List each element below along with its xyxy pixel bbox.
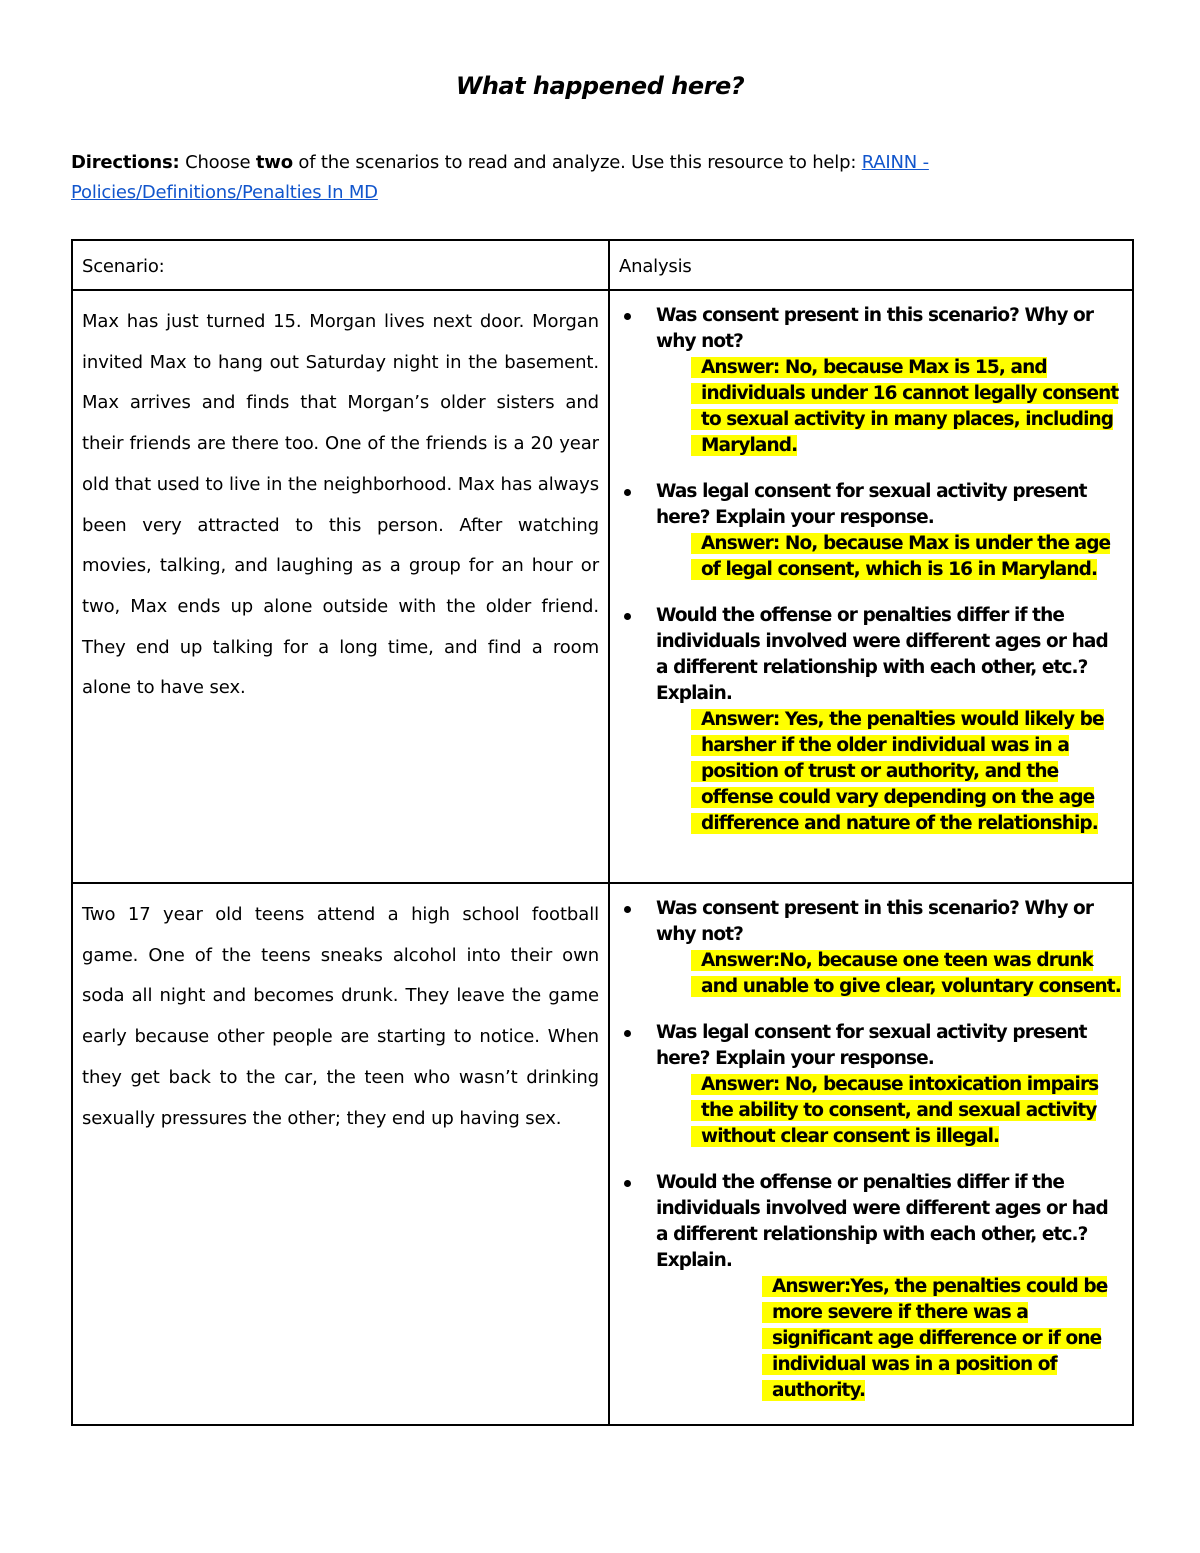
- answer-text: Answer: No, because Max is under the age of legal consent, which is 16 in Maryland.: [691, 533, 1110, 580]
- analysis-cell: [610, 884, 1132, 1404]
- question-text: Would the offense or penalties differ if the individuals involved were different ages or had a different relationship with each other, etc.? Explain.: [656, 1172, 1108, 1271]
- answer-item: [620, 1274, 1122, 1404]
- answer-text: Answer:Yes, the penalties could be more severe if there was a significant age difference or if one individual was in a position of authority.: [762, 1276, 1107, 1401]
- table-row: [72, 883, 1133, 1425]
- answer-item: [620, 531, 1122, 583]
- analysis-cell: [610, 291, 1132, 837]
- answer-text: Answer: No, because Max is 15, and individuals under 16 cannot legally consent to sexual activity in many places, including Maryland.: [691, 357, 1118, 456]
- directions-label: Directions:: [71, 152, 180, 173]
- question-text: Was legal consent for sexual activity present here? Explain your response.: [656, 481, 1087, 528]
- scenario-analysis-table: [71, 239, 1134, 1426]
- bullet-icon: [624, 906, 631, 913]
- question-item: [620, 479, 1122, 531]
- question-item: [620, 1020, 1122, 1072]
- bullet-icon: [624, 1180, 631, 1187]
- rainn-resource-link[interactable]: RAINN - Policies/Definitions/Penalties In MD: [71, 152, 929, 203]
- table-header-row: [72, 240, 1133, 290]
- answer-text: Answer: No, because intoxication impairs the ability to consent, and sexual activity without clear consent is illegal.: [691, 1074, 1098, 1147]
- answer-item: [620, 355, 1122, 459]
- answer-item: [620, 707, 1122, 837]
- question-text: Was consent present in this scenario? Why or why not?: [656, 898, 1094, 945]
- directions-emphasis: two: [255, 152, 293, 173]
- scenario-text: Max has just turned 15. Morgan lives next door. Morgan invited Max to hang out Saturday night in the basement. Max arrives and finds that Morgan’s older sisters and their friends are there too. One of the friends is a 20 year old that used to live in the neighborhood. Max has always been very attracted to this person. After watching movies, talking, and laughing as a group for an hour or two, Max ends up alone outside with the older friend. They end up talking for a long time, and find a room alone to have sex.: [82, 311, 599, 699]
- directions-text-after: of the scenarios to read and analyze. Use this resource to help:: [292, 152, 862, 173]
- answer-text: Answer: Yes, the penalties would likely be harsher if the older individual was in a position of trust or authority, and the offense could vary depending on the age difference and nature of the relationship.: [691, 709, 1104, 834]
- answer-item: [620, 948, 1122, 1000]
- analysis-column-header: Analysis: [619, 256, 692, 277]
- page-title: What happened here?: [455, 72, 745, 100]
- directions-paragraph: [71, 148, 1131, 208]
- answer-item: [620, 1072, 1122, 1150]
- scenario-column-header: Scenario:: [82, 256, 165, 277]
- bullet-icon: [624, 613, 631, 620]
- question-item: [620, 303, 1122, 355]
- question-item: [620, 603, 1122, 707]
- question-text: Was legal consent for sexual activity present here? Explain your response.: [656, 1022, 1087, 1069]
- question-item: [620, 1170, 1122, 1274]
- bullet-icon: [624, 489, 631, 496]
- question-item: [620, 896, 1122, 948]
- answer-text: Answer:No, because one teen was drunk and unable to give clear, voluntary consent.: [691, 950, 1121, 997]
- question-text: Would the offense or penalties differ if the individuals involved were different ages or had a different relationship with each other, etc.? Explain.: [656, 605, 1108, 704]
- bullet-icon: [624, 313, 631, 320]
- scenario-text: Two 17 year old teens attend a high school football game. One of the teens sneaks alcohol into their own soda all night and becomes drunk. They leave the game early because other people are starting to notice. When they get back to the car, the teen who wasn’t drinking sexually pressures the other; they end up having sex.: [82, 904, 599, 1129]
- table-row: [72, 290, 1133, 883]
- directions-text-before: Choose: [185, 152, 256, 173]
- question-text: Was consent present in this scenario? Why or why not?: [656, 305, 1094, 352]
- bullet-icon: [624, 1030, 631, 1037]
